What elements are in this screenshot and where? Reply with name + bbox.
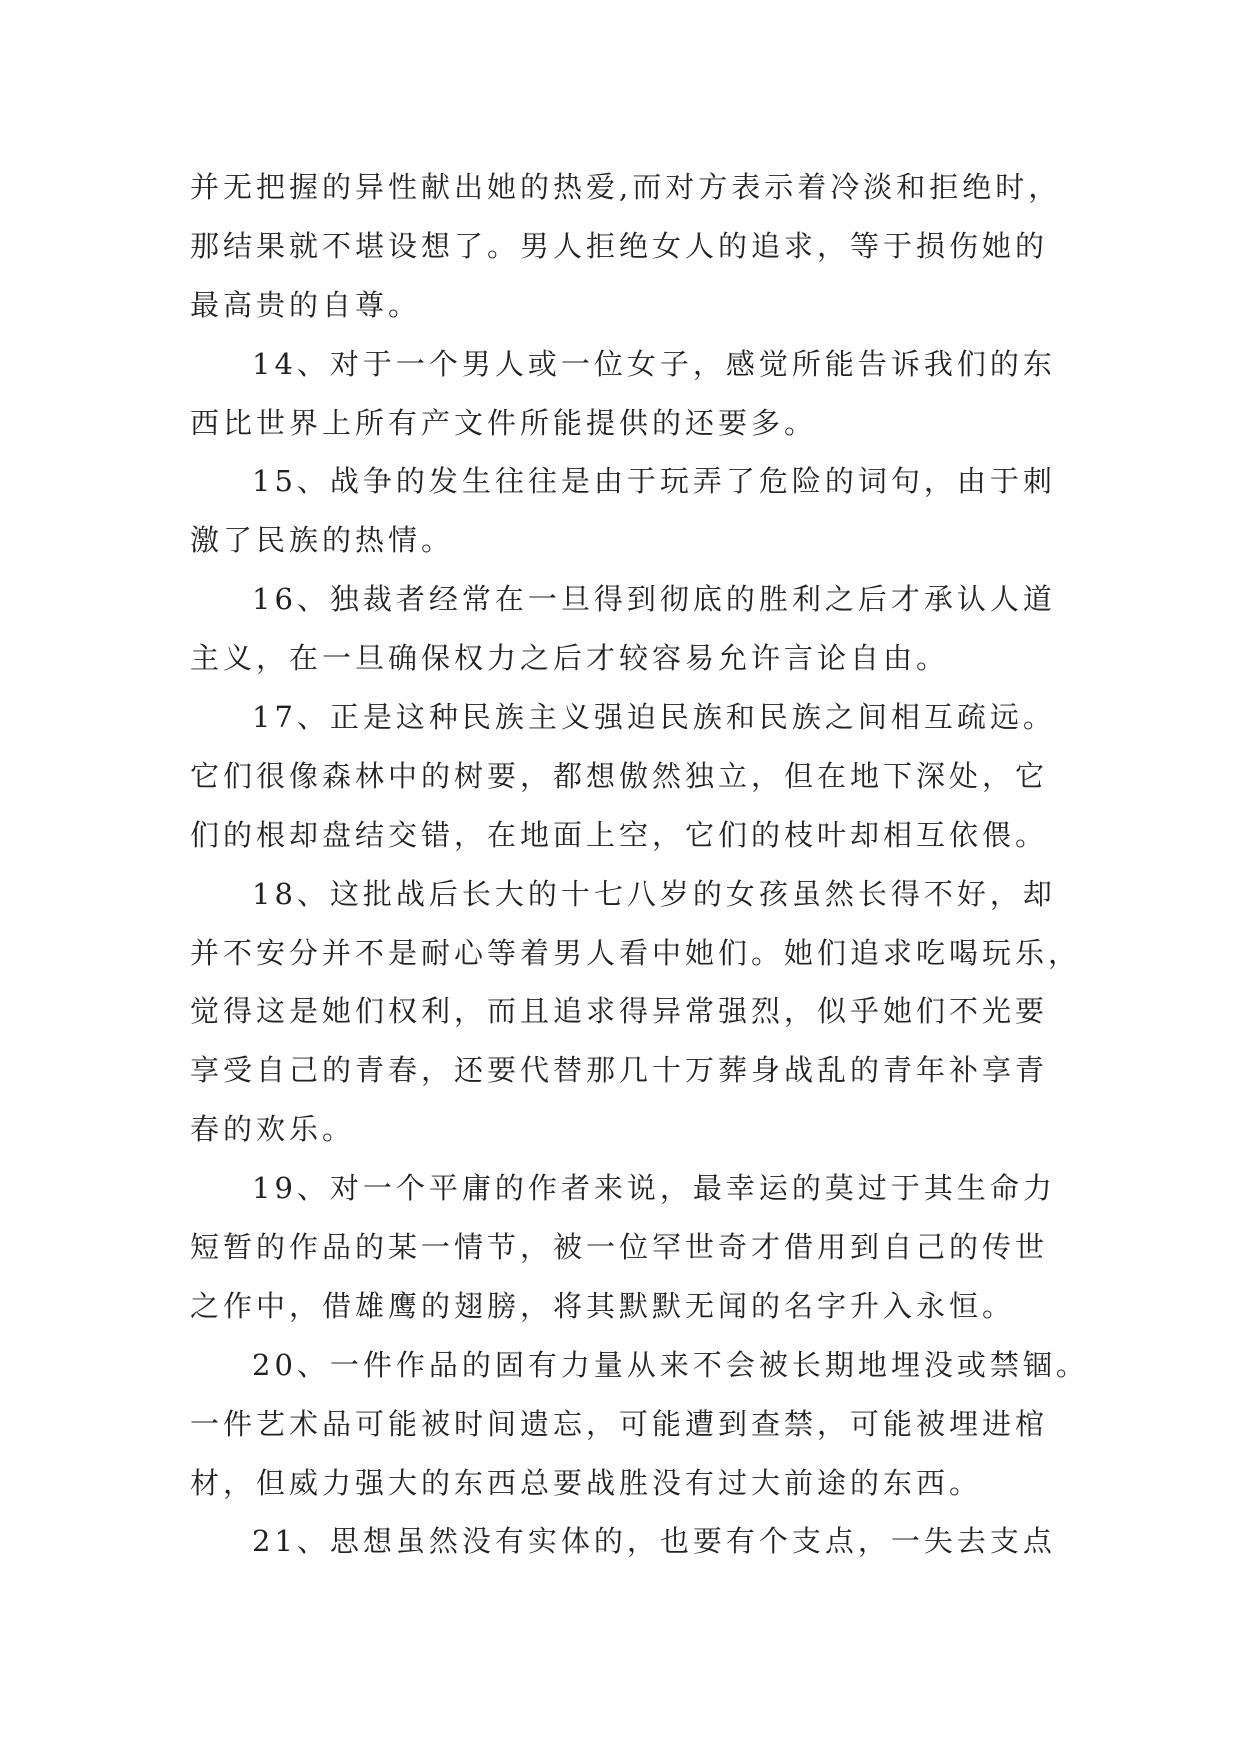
text-line: 之作中，借雄鹰的翅膀，将其默默无闻的名字升入永恒。 — [190, 1288, 1016, 1323]
text-line: 最高贵的自尊。 — [190, 287, 422, 322]
quote-17-line: 17、正是这种民族主义强迫民族和民族之间相互疏远。 — [252, 700, 1056, 735]
quote-18-line: 18、这批战后长大的十七八岁的女孩虽然长得不好，却 — [252, 876, 1056, 911]
text-line: 觉得这是她们权利，而且追求得异常强烈，似乎她们不光要 — [190, 994, 1049, 1029]
quote-15-line: 15、战争的发生往往是由于玩弄了危险的词句，由于刺 — [252, 464, 1056, 499]
text-line: 材，但威力强大的东西总要战胜没有过大前途的东西。 — [190, 1465, 983, 1500]
quote-16-line: 16、独裁者经常在一旦得到彻底的胜利之后才承认人道 — [252, 582, 1056, 617]
quote-19-line: 19、对一个平庸的作者来说，最幸运的莫过于其生命力 — [252, 1171, 1056, 1206]
quote-21-line: 21、思想虽然没有实体的，也要有个支点，一失去支点 — [252, 1524, 1056, 1559]
quote-20-line: 20、一件作品的固有力量从来不会被长期地埋没或禁锢。 — [252, 1347, 1089, 1382]
text-line: 西比世界上所有产文件所能提供的还要多。 — [190, 405, 818, 440]
text-line: 主义，在一旦确保权力之后才较容易允许言论自由。 — [190, 641, 950, 676]
text-line: 激了民族的热情。 — [190, 523, 455, 558]
text-line: 它们很像森林中的树要，都想傲然独立，但在地下深处，它 — [190, 758, 1049, 793]
text-line: 们的根却盘结交错，在地面上空，它们的枝叶却相互依偎。 — [190, 817, 1049, 852]
text-line: 并不安分并不是耐心等着男人看中她们。她们追求吃喝玩乐， — [190, 935, 1082, 970]
quote-14-line: 14、对于一个男人或一位女子，感觉所能告诉我们的东 — [252, 346, 1056, 381]
text-line: 那结果就不堪设想了。男人拒绝女人的追求，等于损伤她的 — [190, 228, 1049, 263]
text-line: 并无把握的异性献出她的热爱,而对方表示着冷淡和拒绝时， — [190, 170, 1062, 204]
text-line: 春的欢乐。 — [190, 1112, 356, 1147]
text-line: 一件艺术品可能被时间遗忘，可能遭到查禁，可能被埋进棺 — [190, 1406, 1049, 1441]
document-body — [190, 158, 1090, 1571]
text-line: 享受自己的青春，还要代替那几十万葬身战乱的青年补享青 — [190, 1053, 1049, 1088]
text-line: 短暂的作品的某一情节，被一位罕世奇才借用到自己的传世 — [190, 1230, 1049, 1265]
